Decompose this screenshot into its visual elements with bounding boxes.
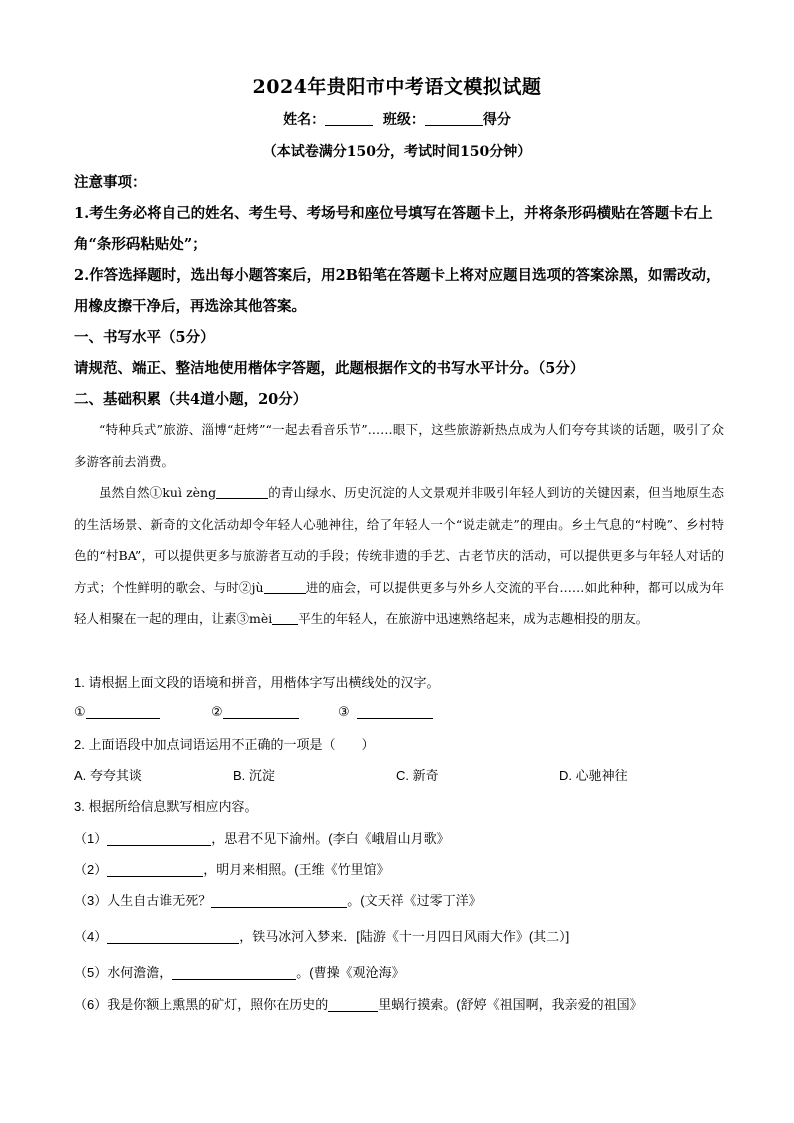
notice-item-1: 1.考生务必将自己的姓名、考生号、考场号和座位号填写在答题卡上，并将条形码横贴在答题卡右上角“条形码粘贴处”； bbox=[74, 205, 713, 253]
reading-passage bbox=[74, 414, 724, 635]
item-2-source: ，明月来相照。(王维《竹里馆》 bbox=[203, 862, 390, 877]
item-3-blank[interactable] bbox=[211, 893, 347, 908]
item-2-blank[interactable] bbox=[107, 862, 203, 877]
recitation-item-6 bbox=[74, 995, 643, 1015]
item-4-blank[interactable] bbox=[107, 929, 239, 944]
option-a[interactable]: A. 夸夸其谈 bbox=[74, 768, 142, 783]
class-label: 班级： bbox=[382, 112, 425, 128]
recitation-item-3 bbox=[74, 891, 482, 911]
score-note: （本试卷满分150分，考试时间150分钟） bbox=[262, 144, 532, 160]
recitation-item-4 bbox=[74, 927, 569, 947]
answer-3 bbox=[338, 704, 433, 720]
score-label: 得分 bbox=[482, 112, 511, 128]
notice-block bbox=[74, 167, 724, 415]
question-3: 3. 根据所给信息默写相应内容。 bbox=[74, 799, 258, 814]
passage-p1-text: “特种兵式”旅游、淄博“赶烤”“一起去看音乐节”……眼下，这些旅游新热点成为人们夸夸其谈的话题，吸引了众多游客前去消费。 bbox=[74, 422, 724, 469]
item-5-source: 。(曹操《观沧海》 bbox=[296, 965, 405, 980]
item-4-number: （4） bbox=[74, 929, 108, 944]
item-5-prefix: 水何澹澹， bbox=[107, 965, 173, 980]
passage-p2-b: 的青山绿水、历史沉淀的人文景观并非吸引年轻人到访的关键因素，但当地原生态的生活场景、新奇的文化活动却令年轻人心驰神往，给了年轻人一个“说走就走”的理由。乡土气息的“村晚”、乡村特色的“村BA”，可以提供更多与旅游者互动的手段；传统非遗的手艺、古老节庆的活动，可以提供更多与年轻人对话的方式；个性鲜明的歌会、与时②jù bbox=[74, 485, 724, 595]
answer-3-blank[interactable] bbox=[357, 704, 433, 719]
blank-1[interactable] bbox=[216, 485, 268, 499]
item-1-source: ，思君不见下渝州。(李白《峨眉山月歌》 bbox=[211, 831, 450, 846]
answer-2 bbox=[211, 704, 299, 720]
answer-2-label: ② bbox=[211, 704, 223, 719]
item-5-number: （5） bbox=[74, 965, 108, 980]
name-label: 姓名： bbox=[283, 112, 326, 128]
answer-1-blank[interactable] bbox=[86, 704, 160, 719]
recitation-item-5 bbox=[74, 963, 405, 983]
question-1-answers bbox=[74, 704, 724, 724]
item-6-source: 里蜗行摸索。(舒婷《祖国啊，我亲爱的祖国》 bbox=[378, 997, 643, 1012]
blank-2[interactable] bbox=[264, 580, 306, 594]
passage-p2-a: 虽然自然①kuì zèng bbox=[99, 485, 217, 500]
passage-paragraph-1 bbox=[74, 414, 724, 477]
item-4-source: ，铁马冰河入梦来．[陆游《十一月四日风雨大作》(其二）] bbox=[239, 929, 570, 944]
answer-2-blank[interactable] bbox=[223, 704, 299, 719]
name-blank[interactable] bbox=[325, 111, 373, 126]
student-info-line bbox=[0, 109, 794, 129]
item-1-number: （1） bbox=[74, 831, 108, 846]
option-c[interactable]: C. 新奇 bbox=[396, 768, 439, 783]
passage-paragraph-2 bbox=[74, 477, 724, 635]
section-1-heading: 一、书写水平（5分） bbox=[74, 329, 215, 346]
question-2: 2. 上面语段中加点词语运用不正确的一项是（ ） bbox=[74, 737, 375, 752]
section-2-heading: 二、基础积累（共4道小题，20分） bbox=[74, 391, 308, 408]
answer-3-label: ③ bbox=[338, 704, 350, 719]
item-6-prefix: 我是你额上熏黑的矿灯，照你在历史的 bbox=[107, 997, 329, 1012]
blank-3[interactable] bbox=[272, 611, 298, 625]
item-6-number: （6） bbox=[74, 997, 108, 1012]
answer-1-label: ① bbox=[74, 704, 86, 719]
item-5-blank[interactable] bbox=[172, 965, 296, 980]
item-2-number: （2） bbox=[74, 862, 108, 877]
notice-item-2: 2.作答选择题时，选出每小题答案后，用2B铅笔在答题卡上将对应题目选项的答案涂黑，如需改动，用橡皮擦干净后，再选涂其他答案。 bbox=[74, 267, 721, 315]
question-1: 1. 请根据上面文段的语境和拼音，用楷体字写出横线处的汉字。 bbox=[74, 675, 440, 690]
item-3-prefix: 人生自古谁无死？ bbox=[107, 893, 212, 908]
section-1-text: 请规范、端正、整洁地使用楷体字答题，此题根据作文的书写水平计分。（5分） bbox=[74, 360, 585, 377]
passage-p2-c: 进的庙会，可以提供更多与外乡人交流的平台……如此种种，都可以成为年轻人相聚在一起的理由，让素③mèi bbox=[74, 579, 724, 626]
option-b[interactable]: B. 沉淀 bbox=[233, 768, 275, 783]
exam-title: 2024年贵阳市中考语文模拟试题 bbox=[252, 76, 542, 98]
item-3-source: 。(文天祥《过零丁洋》 bbox=[347, 893, 482, 908]
item-3-number: （3） bbox=[74, 893, 108, 908]
option-d[interactable]: D. 心驰神往 bbox=[559, 768, 628, 783]
recitation-item-2 bbox=[74, 860, 390, 880]
notice-heading: 注意事项： bbox=[74, 174, 147, 191]
answer-1 bbox=[74, 704, 160, 720]
recitation-item-1 bbox=[74, 829, 450, 849]
class-blank[interactable] bbox=[425, 111, 483, 126]
passage-p2-d: 平生的年轻人，在旅游中迅速熟络起来，成为志趣相投的朋友。 bbox=[298, 611, 649, 626]
item-6-blank[interactable] bbox=[328, 997, 378, 1012]
item-1-blank[interactable] bbox=[107, 831, 211, 846]
